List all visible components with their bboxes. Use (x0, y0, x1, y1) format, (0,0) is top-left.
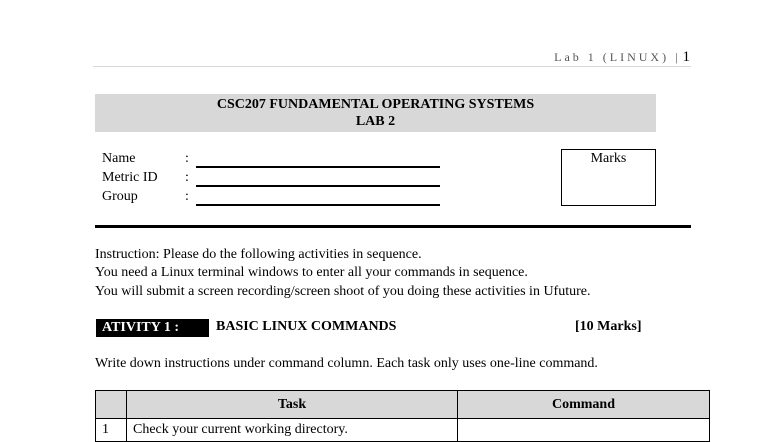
command-cell[interactable] (458, 419, 710, 442)
running-header-label: Lab 1 (LINUX) (554, 50, 670, 64)
course-title: CSC207 FUNDAMENTAL OPERATING SYSTEMS (216, 97, 535, 112)
column-header-command: Command (458, 391, 710, 419)
activity-title: BASIC LINUX COMMANDS (216, 319, 397, 334)
activity-label: ATIVITY 1 : (96, 319, 209, 337)
lab-title: LAB 2 (355, 114, 396, 129)
table-row (96, 419, 710, 442)
metric-id-colon: : (185, 170, 189, 185)
task-instructions: Write down instructions under command column. Each task only uses one-line command. (95, 356, 598, 371)
metric-id-label: Metric ID (102, 170, 158, 185)
section-divider (95, 225, 691, 228)
task-table (95, 390, 710, 442)
header-rule (93, 66, 691, 67)
instruction-line-1: Instruction: Please do the following activities in sequence. (95, 247, 422, 262)
task-cell: Check your current working directory. (127, 419, 458, 442)
name-label: Name (102, 151, 136, 166)
marks-box (561, 149, 656, 206)
group-field[interactable] (196, 204, 440, 206)
running-header-separator: | (675, 50, 681, 64)
column-header-task: Task (127, 391, 458, 419)
group-label: Group (102, 189, 138, 204)
name-field[interactable] (196, 166, 440, 168)
title-box (95, 94, 656, 132)
instruction-line-3: You will submit a screen recording/screen shoot of you doing these activities in Ufuture. (95, 284, 591, 299)
name-colon: : (185, 151, 189, 166)
column-header-number (96, 391, 127, 419)
metric-id-field[interactable] (196, 185, 440, 187)
marks-label: Marks (590, 151, 627, 166)
page-number: 1 (682, 49, 690, 65)
row-number: 1 (96, 419, 127, 442)
running-header (554, 49, 690, 66)
activity-marks: [10 Marks] (575, 319, 642, 334)
instruction-line-2: You need a Linux terminal windows to enter all your commands in sequence. (95, 265, 528, 280)
table-header-row (96, 391, 710, 419)
group-colon: : (185, 189, 189, 204)
